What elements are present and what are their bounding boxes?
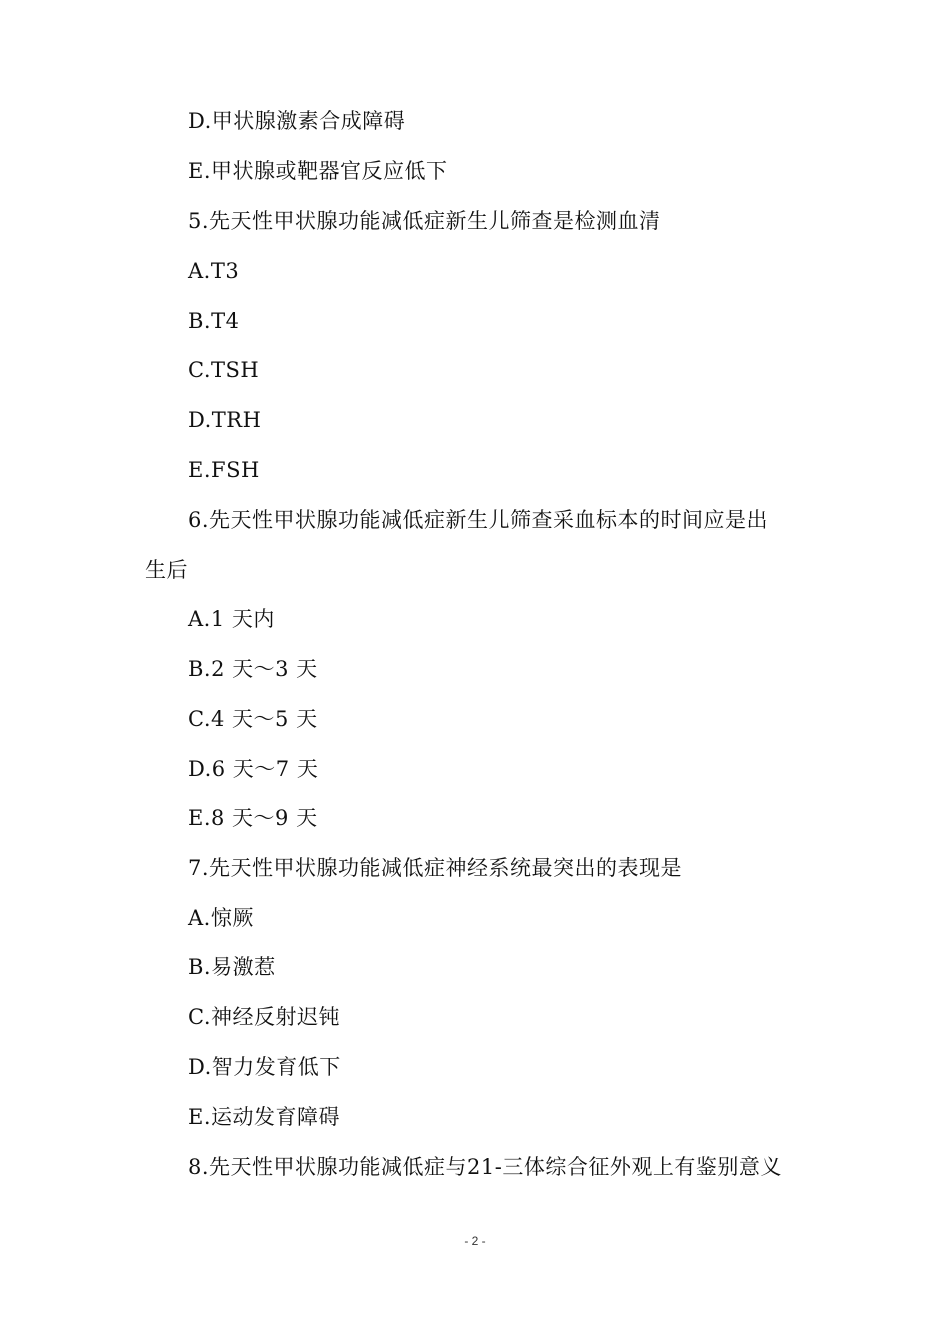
- option-5a: A.T3: [188, 259, 240, 283]
- option-4e: E.甲状腺或靶器官反应低下: [188, 159, 448, 183]
- option-7a: A.惊厥: [188, 906, 254, 930]
- option-7e: E.运动发育障碍: [188, 1105, 341, 1129]
- question-5: 5.先天性甲状腺功能减低症新生儿筛查是检测血清: [188, 209, 661, 233]
- question-6-continued: 生后: [145, 558, 188, 582]
- option-7b: B.易激惹: [188, 955, 276, 979]
- option-5b: B.T4: [188, 309, 240, 333]
- option-6b: B.2 天～3 天: [188, 657, 318, 681]
- option-5c: C.TSH: [188, 358, 260, 382]
- option-6c: C.4 天～5 天: [188, 707, 318, 731]
- option-4d: D.甲状腺激素合成障碍: [188, 109, 406, 133]
- option-6e: E.8 天～9 天: [188, 806, 318, 830]
- question-7: 7.先天性甲状腺功能减低症神经系统最突出的表现是: [188, 856, 683, 880]
- option-7d: D.智力发育低下: [188, 1055, 341, 1079]
- question-8: 8.先天性甲状腺功能减低症与21-三体综合征外观上有鉴别意义: [188, 1155, 782, 1179]
- option-6d: D.6 天～7 天: [188, 757, 319, 781]
- question-6: 6.先天性甲状腺功能减低症新生儿筛查采血标本的时间应是出: [188, 508, 769, 532]
- option-7c: C.神经反射迟钝: [188, 1005, 340, 1029]
- option-5d: D.TRH: [188, 408, 262, 432]
- page-number: - 2 -: [464, 1234, 486, 1248]
- option-5e: E.FSH: [188, 458, 260, 482]
- option-6a: A.1 天内: [188, 607, 275, 631]
